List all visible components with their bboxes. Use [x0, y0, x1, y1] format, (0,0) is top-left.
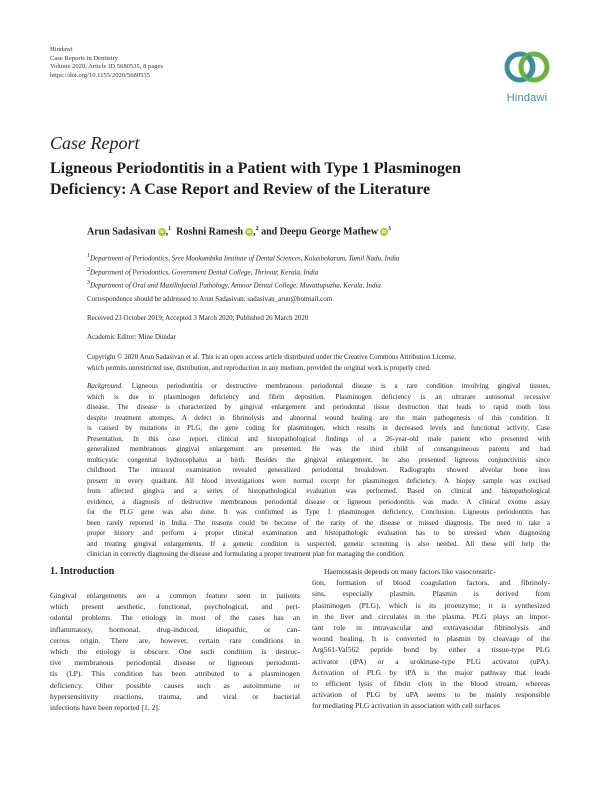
section-heading: 1. Introduction: [50, 566, 115, 577]
abstract-line: disease. The disease is characterized by gingival enlargement and periodontal tissue destruction that leads to rapid tooth loss: [87, 403, 550, 411]
author-name[interactable]: Arun Sadasivan: [87, 226, 156, 238]
body-line: which the etiology is obscure. One such condition is destruc-: [50, 647, 300, 657]
abstract-line: Background. Ligneous periodontitis or destructive membranous periodontal disease is a rare condition involving gingival tissues,: [87, 382, 550, 390]
affiliation: $^2$Department of Periodontics, Government Dental College, Thrissur, Kerala, India: [87, 266, 319, 276]
article-title: Ligneous Periodontitis in a Patient with Type 1 Plasminogen Deficiency: A Case Report and Review of the Literature: [50, 160, 461, 198]
abstract-line: which is due to plasminogen deficiency and fibrin deposition. Plasminogen deficiency is an ultrarare autosomal recessive: [87, 392, 550, 401]
abstract-line: been rarely reported in India. The reasons could be because of the rarity of the disease or missed diagnosis. The need to take a: [87, 518, 550, 527]
body-line: in the liver and circulates in the plasma. PLG plays an impor-: [312, 611, 550, 621]
body-line: for mediating PLG activation in association with cell surfaces: [312, 701, 500, 711]
volume-line: Volume 2020, Article ID 5680535, 8 pages: [50, 63, 164, 71]
logo-text: Hindawi: [506, 92, 548, 104]
body-line: Gingival enlargements are a common feature seen in patients: [50, 591, 300, 600]
body-line: activation of PLG by uPA seems to be mainly responsible: [312, 690, 550, 700]
body-line: to efficient lysis of fibrin clots in the blood stream, whereas: [312, 679, 550, 689]
body-line: tion, formation of blood coagulation factors, and fibrinoly-: [312, 578, 550, 588]
body-line: infections have been reported [1, 2].: [50, 703, 160, 713]
abstract-line: proper history and perform a proper clinical examination and histopathologic evaluation has to be stressed when diagnosing: [87, 529, 550, 537]
author-affiliation-mark: 3: [388, 226, 392, 232]
author-affiliation-mark: 1: [168, 226, 172, 232]
abstract-line: despite treatment attempts. A defect in fibrinolysis and abnormal wound healing are the main pathogenesis of this condition. It: [87, 413, 550, 422]
orcid-icon[interactable]: iD: [159, 229, 164, 235]
author-affiliation-mark: 2: [255, 226, 259, 232]
body-line: deficiency. Other possible causes such as autoimmune or: [50, 680, 300, 690]
abstract-line: childhood. The intraoral examination revealed generalized periodontal breakdown. Radiographs showed alveolar bone loss: [87, 466, 550, 474]
body-line: which present aesthetic, functional, psychological, and peri-: [50, 602, 300, 612]
body-line: hypersensitivity reactions, trauma, and viral or bacterial: [50, 691, 300, 701]
abstract-line: Presentation. In this case report, clinical and histopathological findings of a 26-year-old male patient who presented with: [87, 434, 550, 443]
orcid-icon[interactable]: iD: [246, 229, 252, 235]
author-name[interactable]: Roshni Ramesh: [176, 226, 244, 238]
author-separator: ,: [165, 226, 169, 238]
body-line: wound healing. It is converted to plasmin by cleavage of the: [312, 634, 550, 644]
body-line: Arg561-Val562 peptide bond by either a tissue-type PLG: [312, 645, 550, 655]
abstract-line: multicystic congenital hydrocephalus at birth. Besides the gingival enlargement, he also presented ligneous conjunctivitis since: [87, 455, 550, 464]
body-line: tant role in intravascular and extravascular fibrinolysis and: [312, 623, 550, 633]
orcid-icon[interactable]: iD: [381, 229, 387, 235]
copyright-notice: Copyright © 2020 Arun Sadasivan et al. This is an open access article distributed under the Creative Commons Attribution License, which permits unrestricted use, distribution, and reproduction in any medium, provided the original work is properly cited.: [87, 353, 456, 372]
affiliations: [87, 251, 399, 292]
abstract-line: clinician in correctly diagnosing the disease and formulating a proper treatment plan for managing the condition.: [87, 550, 405, 558]
abstract-line: and treating gingival enlargements. If a genetic condition is suspected, genetic screening is also needed. All these will help the: [87, 539, 550, 548]
body-line: plasminogen (PLG), which is its proenzyme; it is synthesized: [312, 600, 550, 610]
author-separator: and: [258, 226, 278, 238]
abstract: [87, 381, 550, 560]
abstract-line: generalized membranous gingival enlargement are presented. He was the third child of consanguineous parents and had: [87, 445, 550, 453]
author-name[interactable]: Deepu George Mathew: [279, 226, 379, 238]
body-line: sins, especially plasmin. Plasmin is derived from: [312, 589, 550, 599]
abstract-line: evidence, a diagnosis of destructive membranous periodontal disease or ligneous periodontitis was made. A clinical exome assay: [87, 497, 550, 506]
doi-link[interactable]: https://doi.org/10.1155/2020/5680535: [50, 71, 151, 79]
author-list: Arun Sadasivan iD ,$^1$ Roshni Ramesh iD ,$^2$ and Deepu George Mathew iD $^3$: [87, 226, 392, 238]
body-line: Haemostasis depends on many factors like vasoconstric-: [324, 567, 496, 576]
publisher-name: Hindawi: [50, 46, 73, 53]
correspondence: Correspondence should be addressed to Arun Sadasivan; sadasivan_arun@hotmail.com: [87, 295, 333, 303]
publication-dates: Received 23 October 2019; Accepted 3 March 2020; Published 26 March 2020: [87, 314, 309, 322]
hindawi-rings-icon: [496, 48, 558, 88]
intro-column-right: [312, 566, 550, 712]
academic-editor: Academic Editor: Mine Dündar: [87, 333, 176, 341]
abstract-line: is caused by mutations in PLG, the gene coding for plasminogen, which results in decreased levels and functional activity. Case: [87, 424, 550, 432]
body-line: tis (LP). This condition has been attributed to a plasminogen: [50, 669, 300, 679]
body-line: tive membranous periodontal disease or ligneous periodonti-: [50, 658, 300, 668]
journal-name: Case Reports in Dentistry: [50, 54, 118, 62]
body-line: inflammatory, hormonal, drug-induced, idiopathic, or can-: [50, 624, 300, 634]
intro-column-left: [50, 590, 300, 713]
body-line: Activation of PLG by tPA is the major pathway that leads: [312, 667, 550, 677]
affiliation: $^3$Department of Oral and Maxillofacial Pathology, Annoor Dental College, Muvattupuzha, Kerala, India: [87, 280, 381, 290]
hindawi-logo: [496, 48, 558, 104]
affiliation: $^1$Department of Periodontics, Sree Mookambika Institute of Dental Sciences, Kulashekaram, Tamil Nadu, India: [87, 253, 400, 263]
abstract-line: for the PLG gene was also done. It was confirmed as Type 1 plasminogen deficiency. Conclusion. Ligneous periodontitis has: [87, 508, 550, 516]
article-type: Case Report: [50, 133, 140, 153]
abstract-line: from affected gingiva and a series of histopathological evaluation was performed. Based on clinical and histopathological: [87, 487, 550, 495]
abstract-line: present in every quadrant. All blood investigations were normal except for plasminogen deficiency. A biopsy sample was excised: [87, 476, 550, 485]
body-line: odontal problems. The etiology in most of the cases has an: [50, 613, 300, 623]
body-line: cerous origin. There are, however, certain rare conditions in: [50, 635, 300, 645]
journal-meta: [50, 46, 163, 80]
body-line: activator (tPA) or a urokinase-type PLG activator (uPA).: [312, 656, 550, 666]
